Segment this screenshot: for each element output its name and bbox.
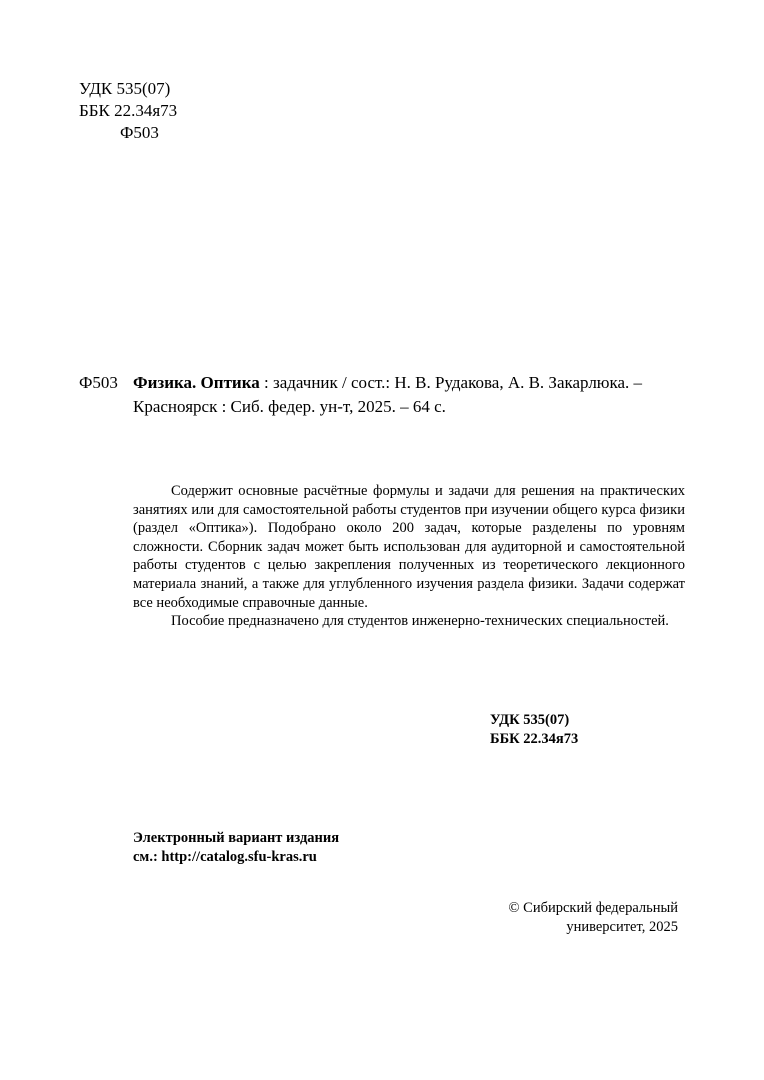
udk-code: УДК 535(07) (79, 79, 171, 98)
electronic-version-note (133, 829, 339, 867)
bbk-code: ББК 22.34я73 (79, 101, 178, 120)
electronic-version-link: см.: http://catalog.sfu-kras.ru (133, 849, 317, 865)
bibliographic-entry (133, 371, 688, 419)
author-mark: Ф503 (120, 123, 159, 142)
bibliographic-details: : задачник / сост.: Н. В. Рудакова, А. В. Закарлюка. – (259, 373, 643, 392)
footer-udk-code: УДК 535(07) (490, 712, 570, 728)
bibliographic-line-2: Красноярск : Сиб. федер. ун-т, 2025. – 64 с. (133, 397, 446, 416)
electronic-version-label: Электронный вариант издания (133, 830, 340, 846)
footer-classification-codes (490, 711, 578, 749)
copyright-line-1: © Сибирский федеральный (508, 900, 678, 916)
book-title: Физика. Оптика (133, 373, 260, 392)
footer-bbk-code: ББК 22.34я73 (490, 731, 579, 747)
annotation-paragraph-1: Содержит основные расчётные формулы и задачи для решения на практических занятиях или для самостоятельной работы студентов при изучении общего курса физики (раздел «Оптика»). Подобрано около 200 задач, которые разделены по уровням сложности. Сборник задач может быть использован для аудиторной и самостоятельной работы студентов с целью закрепления полученных из теоретического лекционного материала знаний, а также для углубленного изучения раздела физики. Задачи содержат все необходимые справочные данные. (133, 483, 685, 611)
annotation (133, 482, 685, 631)
bibliographic-line-1 (133, 371, 688, 395)
bibliographic-mark: Ф503 (79, 373, 118, 392)
copyright-line-2: университет, 2025 (566, 919, 678, 935)
annotation-paragraph-2: Пособие предназначено для студентов инженерно-технических специальностей. (171, 613, 669, 630)
copyright-notice (509, 899, 678, 937)
top-classification-codes (79, 78, 177, 144)
